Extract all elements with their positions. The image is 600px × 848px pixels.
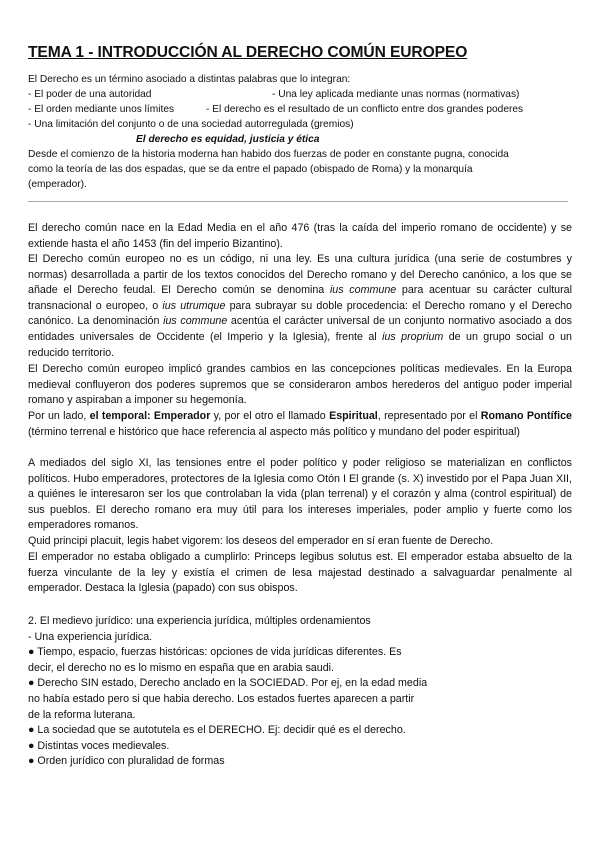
list-item: ● Distintas voces medievales. xyxy=(28,739,170,752)
list-item: ● Tiempo, espacio, fuerzas históricas: opciones de vida jurídicas diferentes. Es decir, el derecho no es lo mismo en españa que en arabia saudi. xyxy=(28,646,402,674)
term-ius-proprium: ius proprium xyxy=(382,330,444,343)
section-2-heading: 2. El medievo jurídico: una experiencia jurídica, múltiples ordenamientos xyxy=(28,615,371,627)
intro-item-authority: - El poder de una autoridad xyxy=(28,89,152,100)
paragraph-definition: El Derecho común europeo no es un código, ni una ley. Es una cultura jurídica (una serie de costumbres y normas) desarrollada a partir de los textos conocidos del Derecho romano y del Derecho canónico, a los que se añade el Derecho feudal. El Derecho común se denomina ius commune para acentuar su carácter cultural transnacional o europeo, o ius utrumque para subrayar su doble procedencia: el Derecho romano y el Derecho canónico. La denominación ius commune acentúa el carácter universal de un conjunto normativo asociado a dos entidades universales de Occidente (el Imperio y la Iglesia), frente al ius proprium de un grupo social o un reducido territorio. xyxy=(28,253,573,359)
term-temporal: el temporal: Emperador xyxy=(89,410,211,422)
term-ius-utrumque: ius utrumque xyxy=(162,299,226,312)
paragraph-princeps: El emperador no estaba obligado a cumplirlo: Princeps legibus solutus est. El emperador estaba absuelto de la fuerza vinculante de la ley y existía el crimen de lesa majestad destinado a salvaguardar penalmente al emperador. Destaca la Iglesia (papado) con sus obispos. xyxy=(28,551,572,595)
paragraph-tensions: A mediados del siglo XI, las tensiones entre el poder político y poder religioso se materializan en conflictos políticos. Hubo emperadores, protectores de la Iglesia como Otón I El grande (s. X) investido por el Papa Juan XII, a quiénes le interesaron ser los que controlaban la vida (plan terrenal) y el corazón y alma (control espiritual) de sus pueblos. El derecho romano era muy útil para los intereses imperiales, poder amplio y fuerte como los emperadores romanos. xyxy=(28,457,572,532)
list-item: - Una experiencia jurídica. xyxy=(28,630,153,643)
paragraph-powers: Por un lado, el temporal: Emperador y, por el otro el llamado Espiritual, representado por el Romano Pontífice (término terrenal e histórico que hace referencia al aspecto más político y mundano del poder espiritual) xyxy=(28,410,572,438)
intro-item-conflict: - El derecho es el resultado de un conflicto entre dos grandes poderes xyxy=(206,104,524,115)
intro-item-limitation: - Una limitación del conjunto o de una sociedad autorregulada (gremios) xyxy=(28,119,354,130)
term-espiritual: Espiritual xyxy=(329,410,378,422)
term-romano-pontifice: Romano Pontífice xyxy=(480,410,572,422)
page-title: TEMA 1 - INTRODUCCIÓN AL DERECHO COMÚN EUROPEO xyxy=(28,44,468,61)
section-2 xyxy=(28,614,428,770)
paragraph-origin: El derecho común nace en la Edad Media en el año 476 (tras la caída del imperio romano de occidente) y se extiende hasta el año 1453 (fin del imperio Bizantino). xyxy=(28,222,572,250)
intro-emphasis: El derecho es equidad, justicia y ética xyxy=(136,134,320,145)
term-ius-commune-2: ius commune xyxy=(163,315,228,328)
paragraph-quid-principi: Quid principi placuit, legis habet vigorem: los deseos del emperador en sí eran fuente de Derecho. xyxy=(28,535,494,547)
list-item: ● Orden jurídico con pluralidad de formas xyxy=(28,755,225,768)
paragraph-changes: El Derecho común europeo implicó grandes cambios en las concepciones políticas medievales. En la Europa medieval confluyeron dos poderes supremos que se consideraron ambos herederos del antiguo poder imperial romano y aspiraban a imponer su hegemonía. xyxy=(28,363,572,407)
intro-item-order: - El orden mediante unos límites xyxy=(28,104,175,115)
intro-summary-line-3: (emperador). xyxy=(28,179,87,190)
term-ius-commune: ius commune xyxy=(329,284,397,297)
list-item: ● Derecho SIN estado, Derecho anclado en la SOCIEDAD. Por ej, en la edad media no había estado pero si que habia derecho. Los estados fuertes aparecen a partir de la reforma luterana. xyxy=(28,677,428,721)
intro-item-law: - Una ley aplicada mediante unas normas (normativas) xyxy=(272,89,520,100)
intro-summary-line-2: como la teoría de las dos espadas, que se da entre el papado (obispado de Roma) y la monarquía xyxy=(28,164,473,175)
section-divider xyxy=(28,201,568,202)
intro-lead: El Derecho es un término asociado a distintas palabras que lo integran: xyxy=(28,74,351,85)
intro-summary-line-1: Desde el comienzo de la historia moderna han habido dos fuerzas de poder en constante pugna, conocida xyxy=(28,149,509,160)
list-item: ● La sociedad que se autotutela es el DERECHO. Ej: decidir qué es el derecho. xyxy=(28,724,406,737)
